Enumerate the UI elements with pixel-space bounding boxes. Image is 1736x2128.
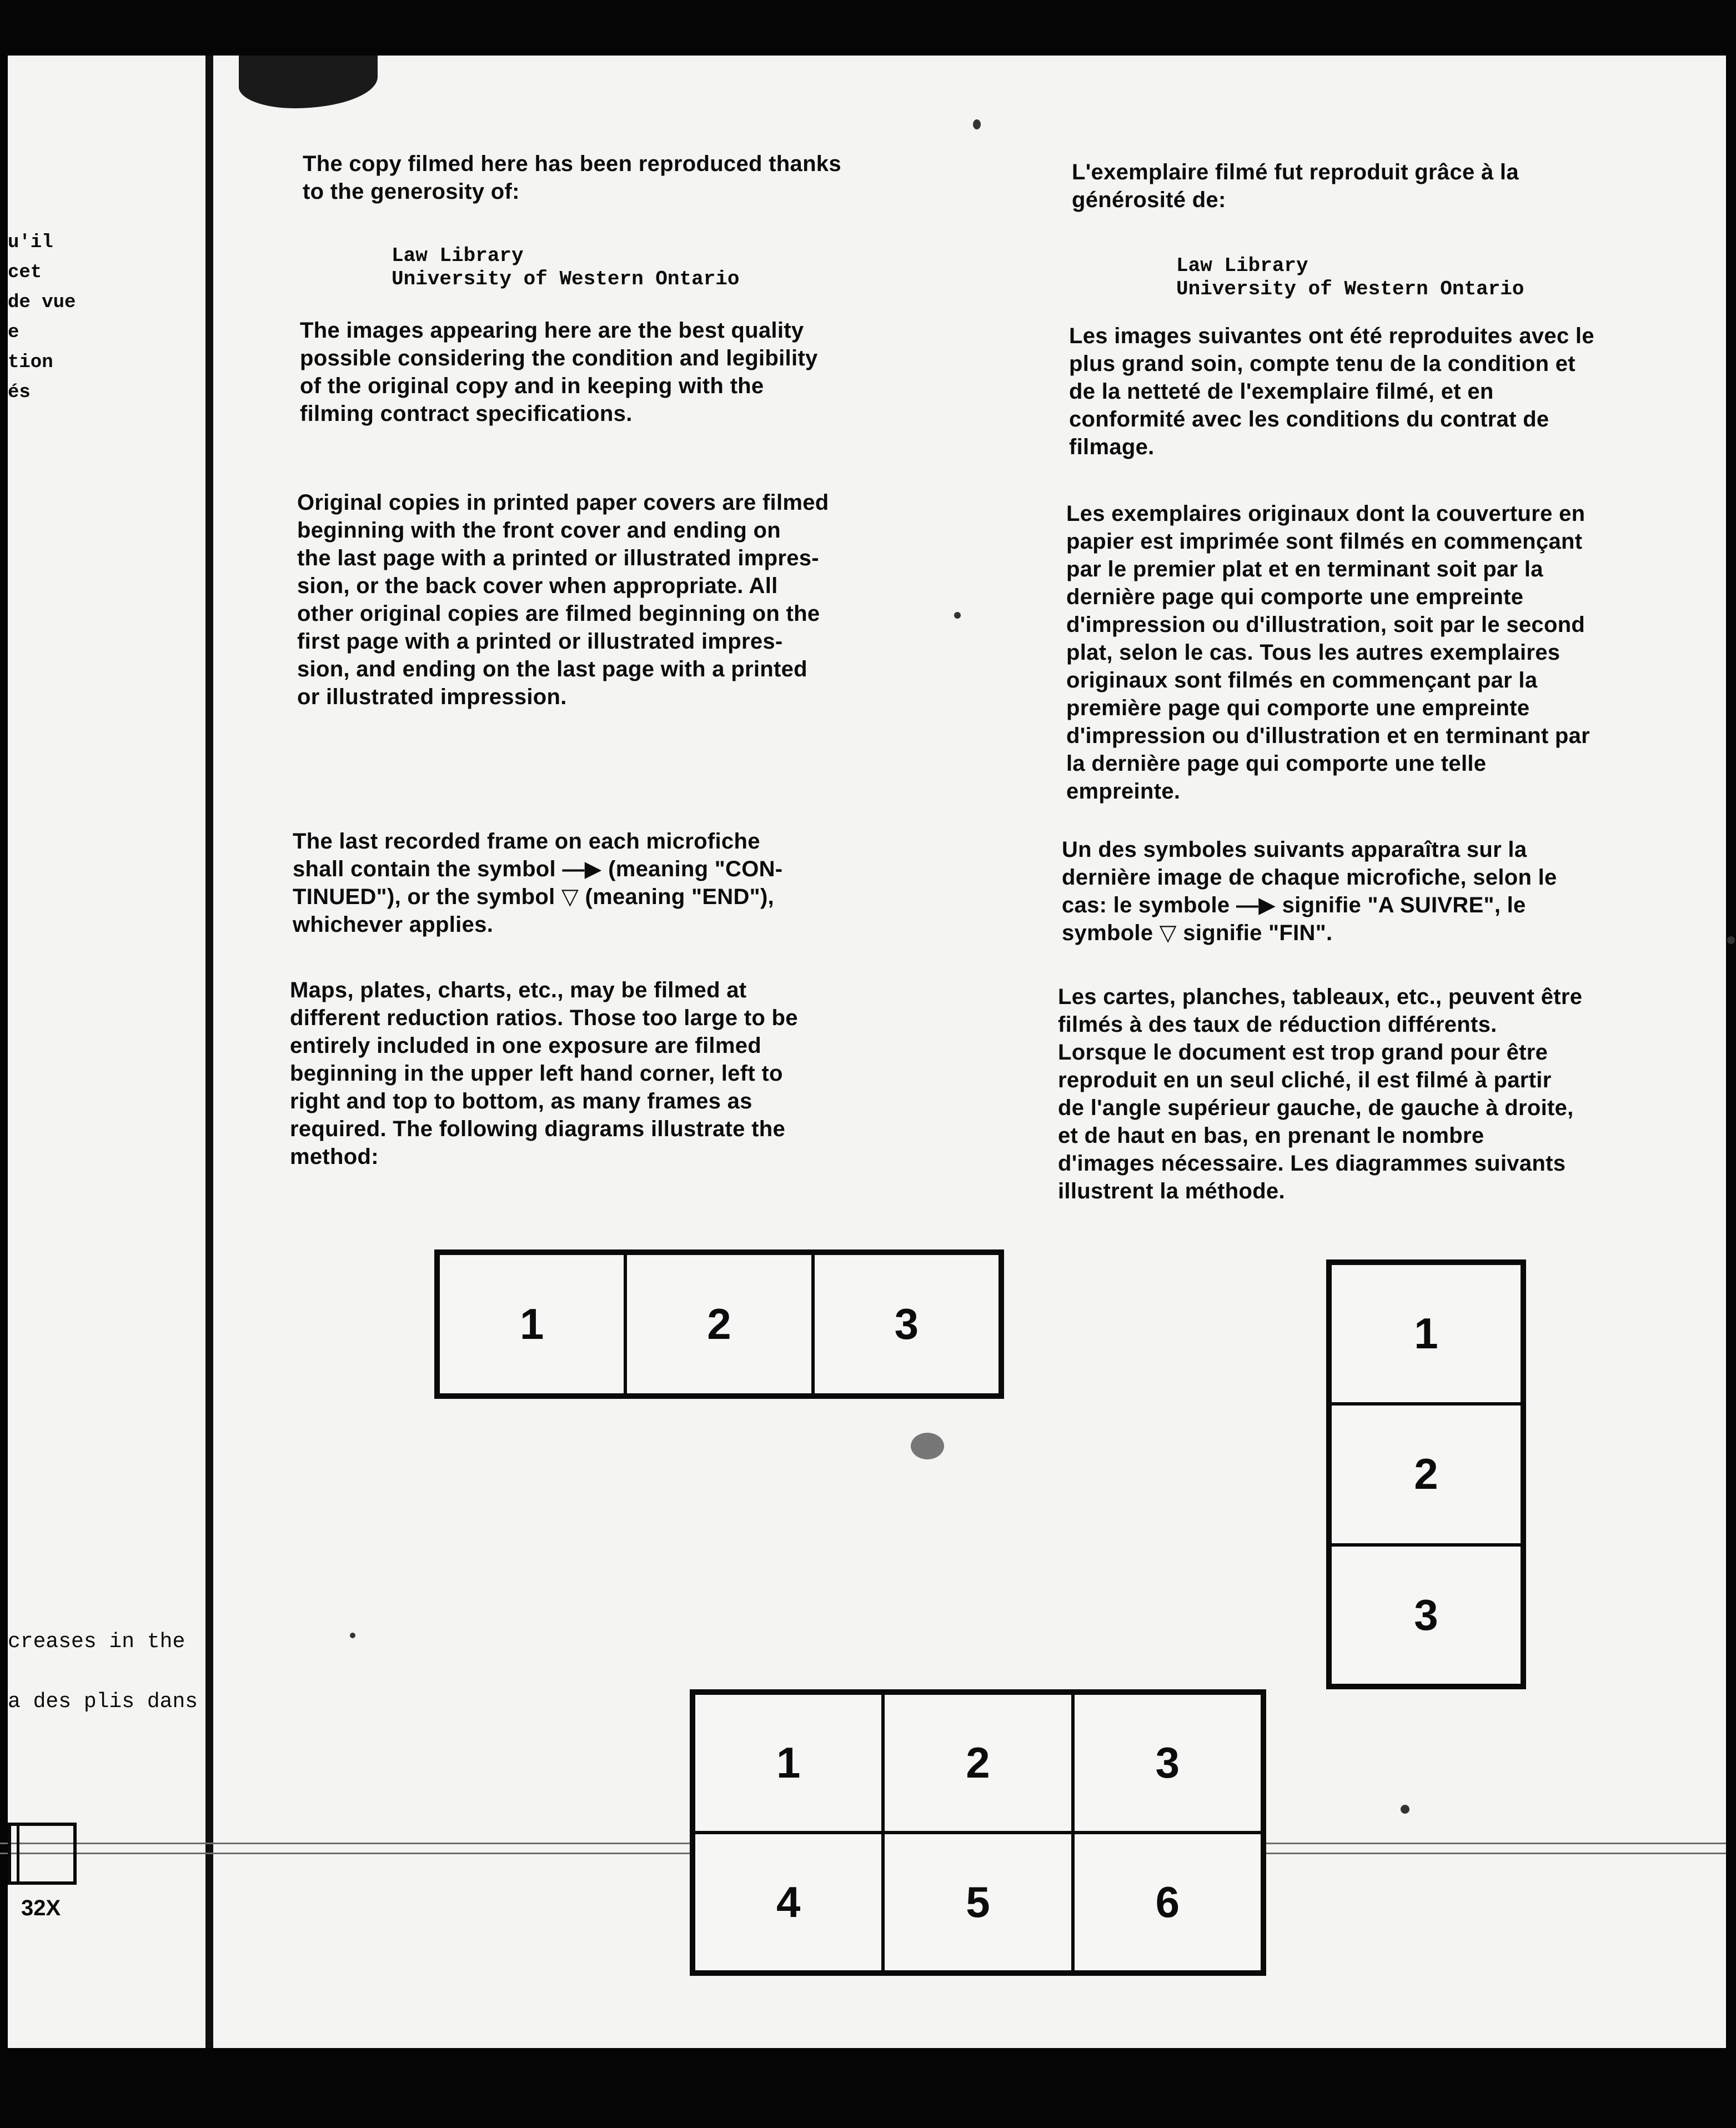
french-quality-note: Les images suivantes ont été reproduites avec le plus grand soin, compte tenu de la condition et de la netteté de l'exemplaire filmé, et en conformité avec les conditions du contrat de filmage. — [1069, 324, 1594, 459]
english-symbols-note: The last recorded frame on each microfiche shall contain the symbol —▶ (meaning "CON- TINUED"), or the symbol ▽ (meaning "END"), whichever applies. — [293, 829, 783, 937]
film-border-top — [0, 0, 1736, 56]
dust-speck — [954, 612, 961, 619]
ink-blot — [239, 56, 378, 108]
frame-cell: 6 — [1073, 1833, 1262, 1972]
frame-cell: 1 — [1330, 1263, 1522, 1404]
film-border-right — [1726, 56, 1736, 2048]
frame-cell: 1 — [694, 1693, 883, 1833]
english-intro: The copy filmed here has been reproduced thanks to the generosity of: — [303, 152, 841, 204]
dust-speck — [1727, 936, 1735, 944]
french-intro: L'exemplaire filmé fut reproduit grâce à la générosité de: — [1072, 160, 1519, 212]
diagram-six-frames — [690, 1689, 1266, 1976]
left-page-fragment-bottom: creases in the a des plis dans — [8, 1630, 198, 1714]
french-symbols-note: Un des symboles suivants apparaîtra sur la dernière image de chaque microfiche, selon le cas: le symbole —▶ signifie "A SUIVRE", le symbole ▽ signifie "FIN". — [1062, 837, 1557, 945]
frame-cell: 3 — [1330, 1545, 1522, 1685]
frame-cell: 2 — [883, 1693, 1072, 1833]
french-covers-note: Les exemplaires originaux dont la couverture en papier est imprimée sont filmés en commençant par le premier plat et en terminant soit par la dernière page qui comporte une empreinte d'impression ou d'illustration, soit par le second plat, selon le cas. Tous les autres exemplaires originaux sont filmés en commençant par la première page qui comporte une empreinte d'impression ou d'illustration et en terminant par la dernière page qui comporte une telle empreinte. — [1066, 501, 1591, 804]
french-maps-note: Les cartes, planches, tableaux, etc., peuvent être filmés à des taux de réduction différents. Lorsque le document est trop grand pour être reproduit en un seul cliché, il est filmé à partir de l'angle supérieur gauche, de gauche à droite, et de haut en bas, en prenant le nombre d'images nécessaire. Les diagrammes suivants illustrent la méthode. — [1058, 985, 1583, 1203]
dust-speck — [911, 1433, 944, 1459]
dust-speck — [973, 119, 981, 129]
english-maps-note: Maps, plates, charts, etc., may be filmed at different reduction ratios. Those too large to be entirely included in one exposure are filmed beginning in the upper left hand corner, left to right and top to bottom, as many frames as required. The following diagrams illustrate the method: — [290, 978, 798, 1169]
french-institution: Law Library University of Western Ontario — [1176, 254, 1524, 300]
dust-speck — [350, 1633, 355, 1638]
frame-cell: 3 — [1073, 1693, 1262, 1833]
frame-cell: 2 — [625, 1253, 812, 1395]
diagram-vertical-three-frames — [1326, 1259, 1526, 1689]
diagram-horizontal-three-frames — [434, 1249, 1004, 1399]
frame-cell: 2 — [1330, 1404, 1522, 1544]
film-border-left — [0, 56, 8, 2048]
frame-cell: 5 — [883, 1833, 1072, 1972]
frame-cell: 3 — [813, 1253, 1000, 1395]
frame-cell: 1 — [438, 1253, 625, 1395]
frame-cell: 4 — [694, 1833, 883, 1972]
reduction-target-box — [8, 1823, 77, 1885]
english-covers-note: Original copies in printed paper covers are filmed beginning with the front cover and ending on the last page with a printed or illustrated impres- sion, or the back cover when appropriate. All other original copies are filmed beginning on the first page with a printed or illustrated impres- sion, and ending on the last page with a printed or illustrated impression. — [297, 490, 829, 709]
english-quality-note: The images appearing here are the best quality possible considering the condition and legibility of the original copy and in keeping with the filming contract specifications. — [300, 318, 818, 426]
english-institution: Law Library University of Western Ontario — [392, 244, 740, 290]
reduction-ratio-label: 32X — [21, 1896, 61, 1920]
film-border-bottom — [0, 2048, 1736, 2128]
dust-speck — [1401, 1805, 1409, 1814]
page-gutter-line — [205, 56, 213, 2048]
left-page-fragment-top: u'il cet de vue e tion és — [8, 232, 76, 403]
